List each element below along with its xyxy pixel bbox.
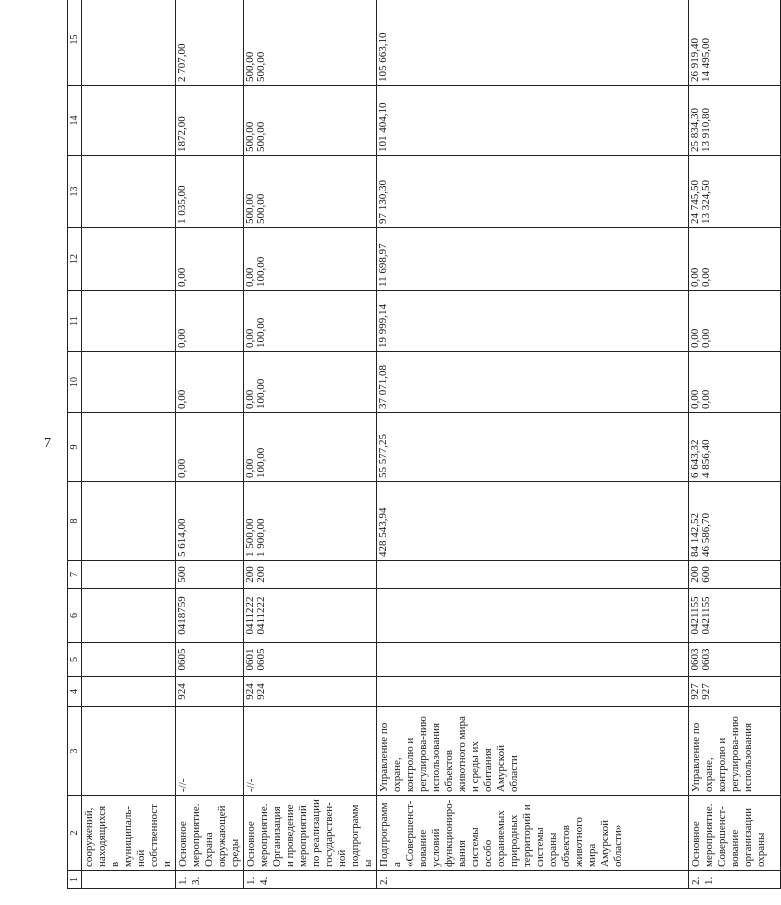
table-cell <box>82 228 176 291</box>
table-cell <box>176 86 244 156</box>
cell-value: 84 142,52 <box>689 513 701 557</box>
cell-value: 0,00 <box>176 458 188 478</box>
cell-value: 0421155 <box>700 596 712 635</box>
table-cell: -//- <box>176 707 244 796</box>
table-cell <box>82 482 176 561</box>
header-cell: 11 <box>68 291 82 352</box>
cell-value: 927 <box>700 683 712 700</box>
table-cell <box>82 643 176 677</box>
cell-value: 19 999,14 <box>377 304 389 348</box>
table-cell <box>689 86 781 156</box>
table-cell <box>176 413 244 482</box>
cell-value: 0,00 <box>689 389 701 409</box>
table-row <box>244 0 377 889</box>
cell-value: 1 500,00 <box>244 518 256 557</box>
table-cell <box>244 643 377 677</box>
table-cell <box>176 482 244 561</box>
table-cell: Подпрограмма «Совершенст-вование условий функциониро-вания системы особо охраняемых природных территорий и системы охраны объектов животного мира Амурской области» <box>377 796 689 871</box>
table-cell <box>82 871 176 889</box>
cell-value: 25 834,30 <box>689 108 701 152</box>
cell-value: 37 071,08 <box>377 365 389 409</box>
table-cell <box>244 482 377 561</box>
cell-value: 0601 <box>244 648 256 671</box>
table-cell <box>689 561 781 589</box>
table-cell <box>82 86 176 156</box>
header-cell: 15 <box>68 0 82 86</box>
cell-value: 13 324,50 <box>700 180 712 224</box>
cell-value: 500,00 <box>244 121 256 152</box>
cell-value: 1 900,00 <box>255 518 267 557</box>
cell-value: 0,00 <box>176 267 188 287</box>
table-cell <box>689 643 781 677</box>
cell-value: 0421155 <box>689 596 701 635</box>
table-cell <box>82 707 176 796</box>
header-cell: 8 <box>68 482 82 561</box>
table-cell <box>377 482 689 561</box>
header-cell: 3 <box>68 707 82 796</box>
cell-value: 97 130,30 <box>377 180 389 224</box>
cell-value: 13 910,80 <box>700 108 712 152</box>
table-cell <box>244 86 377 156</box>
table-cell <box>244 561 377 589</box>
table-cell <box>82 589 176 643</box>
table-cell: Основное мероприятие. Организация и проведение мероприятий по реализации государствен-ной подпрограммы <box>244 796 377 871</box>
table-cell <box>377 677 689 707</box>
table-cell <box>176 561 244 589</box>
cell-value: 0418759 <box>176 596 188 635</box>
table-cell: 1.4. <box>244 871 377 889</box>
header-cell: 4 <box>68 677 82 707</box>
cell-value: 500,00 <box>255 121 267 152</box>
cell-value: 0,00 <box>700 267 712 287</box>
cell-value: 200 <box>244 566 256 583</box>
table-cell: Управление по охране, контролю и регулирова-нию использования объектов животного мира и среды их обитания Амурской области <box>377 707 689 796</box>
table-cell <box>176 589 244 643</box>
table-cell <box>377 561 689 589</box>
cell-value: 0605 <box>176 648 188 671</box>
header-cell: 13 <box>68 156 82 228</box>
table-cell <box>689 291 781 352</box>
cell-value: 200 <box>689 566 701 583</box>
cell-value: 924 <box>244 683 256 700</box>
table-cell: Основное мероприятие. Охрана окружающей среды <box>176 796 244 871</box>
table-cell <box>689 413 781 482</box>
cell-value: 500,00 <box>244 51 256 82</box>
table-cell <box>176 156 244 228</box>
table-cell <box>176 228 244 291</box>
table-cell <box>689 482 781 561</box>
cell-value: 100,00 <box>255 378 267 409</box>
table-cell: -//- <box>244 707 377 796</box>
table-cell <box>244 589 377 643</box>
table-cell <box>377 413 689 482</box>
header-cell: 1 <box>68 871 82 889</box>
header-cell: 2 <box>68 796 82 871</box>
table-row <box>82 0 176 889</box>
cell-value: 0,00 <box>176 389 188 409</box>
cell-value: 0603 <box>700 648 712 671</box>
cell-value: 924 <box>255 683 267 700</box>
table-cell <box>377 589 689 643</box>
table-cell <box>244 228 377 291</box>
table-cell <box>176 643 244 677</box>
table-cell <box>377 156 689 228</box>
table-cell <box>689 156 781 228</box>
table-cell <box>82 561 176 589</box>
table-cell <box>377 352 689 413</box>
table-cell <box>689 589 781 643</box>
cell-value: 0603 <box>689 648 701 671</box>
cell-value: 0411222 <box>244 596 256 635</box>
table-cell <box>82 352 176 413</box>
cell-value: 100,00 <box>255 317 267 348</box>
table-row <box>377 0 689 889</box>
cell-value: 100,00 <box>255 256 267 287</box>
table-cell <box>689 677 781 707</box>
table-cell <box>244 413 377 482</box>
table-row <box>689 0 781 889</box>
cell-value: 105 663,10 <box>377 32 389 82</box>
table-cell <box>82 677 176 707</box>
cell-value: 1872,00 <box>176 116 188 152</box>
table-cell <box>377 228 689 291</box>
cell-value: 200 <box>255 566 267 583</box>
table-cell <box>244 156 377 228</box>
cell-value: 101 404,10 <box>377 102 389 152</box>
table-cell <box>82 0 176 86</box>
cell-value: 0,00 <box>689 267 701 287</box>
table-cell: Основное мероприятие. Совершенст-вование организации охраны <box>689 796 781 871</box>
cell-value: 500,00 <box>255 51 267 82</box>
header-cell: 12 <box>68 228 82 291</box>
cell-value: 24 745,50 <box>689 180 701 224</box>
cell-value: 26 919,40 <box>689 38 701 82</box>
table-cell <box>176 352 244 413</box>
cell-value: 927 <box>689 683 701 700</box>
table-cell <box>244 291 377 352</box>
cell-value: 5 614,00 <box>176 518 188 557</box>
cell-value: 0,00 <box>176 328 188 348</box>
cell-value: 0,00 <box>244 389 256 409</box>
cell-value: 14 495,00 <box>700 38 712 82</box>
header-cell: 7 <box>68 561 82 589</box>
cell-value: 0,00 <box>244 458 256 478</box>
cell-value: 0,00 <box>700 328 712 348</box>
table-cell <box>244 0 377 86</box>
header-cell: 5 <box>68 643 82 677</box>
table-cell <box>176 0 244 86</box>
cell-value: 0411222 <box>255 596 267 635</box>
table-cell <box>689 0 781 86</box>
table-cell: сооружений, находящихся в муниципаль-ной собственности <box>82 796 176 871</box>
table-cell <box>82 413 176 482</box>
table-cell: 1.3. <box>176 871 244 889</box>
cell-value: 100,00 <box>255 447 267 478</box>
header-cell: 14 <box>68 86 82 156</box>
cell-value: 924 <box>176 683 188 700</box>
cell-value: 4 856,40 <box>700 439 712 478</box>
table-cell: 2. <box>377 871 689 889</box>
rotated-table-container <box>67 14 767 889</box>
table-body <box>68 0 781 889</box>
table-cell <box>244 352 377 413</box>
cell-value: 500 <box>176 566 188 583</box>
header-cell: 9 <box>68 413 82 482</box>
table-cell <box>377 0 689 86</box>
cell-value: 0,00 <box>689 328 701 348</box>
cell-value: 46 586,70 <box>700 513 712 557</box>
cell-value: 55 577,25 <box>377 434 389 478</box>
table-cell <box>377 643 689 677</box>
table-cell <box>244 677 377 707</box>
cell-value: 6 643,32 <box>689 439 701 478</box>
header-cell: 6 <box>68 589 82 643</box>
cell-value: 2 707,00 <box>176 43 188 82</box>
table-row <box>176 0 244 889</box>
table-cell <box>377 291 689 352</box>
cell-value: 428 543,94 <box>377 507 389 557</box>
cell-value: 500,00 <box>255 193 267 224</box>
table-cell <box>377 86 689 156</box>
table-cell <box>689 228 781 291</box>
table-cell <box>176 677 244 707</box>
cell-value: 0605 <box>255 648 267 671</box>
cell-value: 11 698,97 <box>377 243 389 287</box>
cell-value: 0,00 <box>700 389 712 409</box>
table-cell <box>82 291 176 352</box>
table-cell: Управление по охране, контролю и регулирова-нию использования <box>689 707 781 796</box>
table-cell: 2.1. <box>689 871 781 889</box>
cell-value: 0,00 <box>244 328 256 348</box>
table-cell <box>689 352 781 413</box>
cell-value: 600 <box>700 566 712 583</box>
header-row <box>68 0 82 889</box>
cell-value: 1 035,00 <box>176 185 188 224</box>
page-number: 7 <box>44 436 51 451</box>
budget-table <box>67 0 781 889</box>
table-cell <box>176 291 244 352</box>
cell-value: 500,00 <box>244 193 256 224</box>
header-cell: 10 <box>68 352 82 413</box>
table-cell <box>82 156 176 228</box>
cell-value: 0,00 <box>244 267 256 287</box>
